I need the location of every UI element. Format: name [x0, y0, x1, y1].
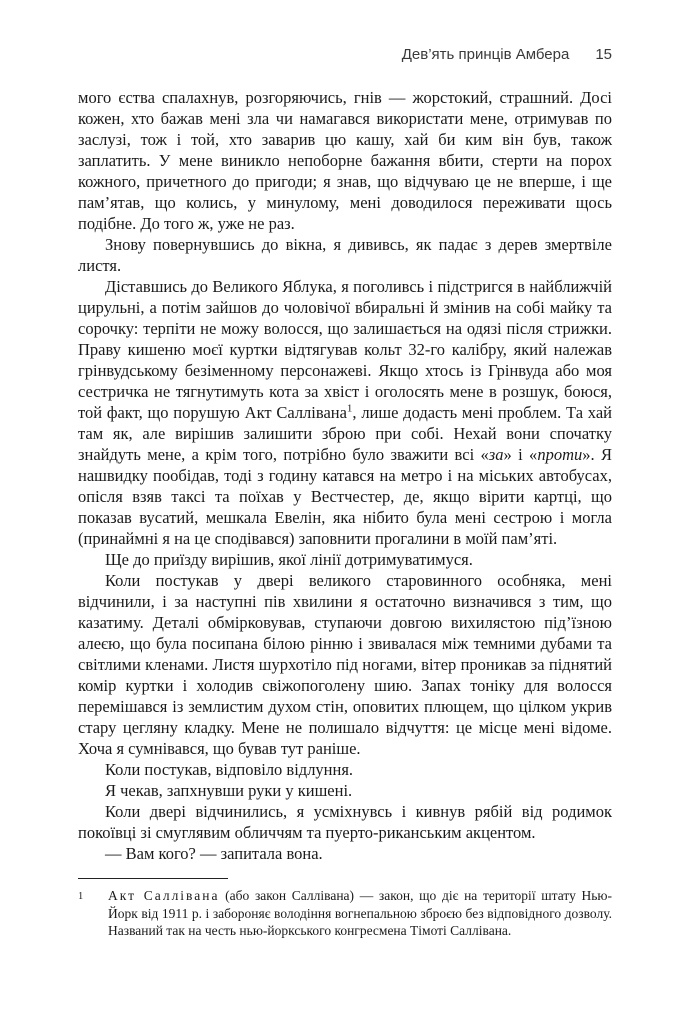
paragraph-text: , лише додасть мені проблем. Та хай там як, але вирішив залишити зброю при собі. Нехай вони спочатку знайдуть мене, а крім того, потрібно було зважити всі « — [78, 403, 612, 464]
footnote-body-text: (або закон Саллівана) — закон, що діє на території штату Нью-Йорк від 1911 р. і забороняє володіння вогнепальною зброєю без відповідного дозволу. Названий так на честь нью-йоркського конгресмена Тімоті Саллівана. — [108, 888, 612, 938]
paragraph: Знову повернувшись до вікна, я дививсь, як падає з дерев змертвіле листя. — [78, 235, 612, 275]
paragraph-text: » і « — [503, 445, 538, 464]
paragraph: Коли двері відчинились, я усміхнувсь і кивнув рябій від родимок покоївці зі смуглявим обличчям та пуерто-риканським акцентом. — [78, 802, 612, 842]
paragraph: Коли постукав, відповіло відлуння. — [105, 760, 354, 779]
body-text — [78, 87, 612, 864]
footnote-rule — [78, 878, 228, 879]
footnote-marker: 1 — [78, 891, 84, 902]
paragraph: Я чекав, запхнувши руки у кишені. — [105, 781, 353, 800]
emphasis-text: за — [488, 445, 504, 464]
paragraph: — Вам кого? — запитала вона. — [105, 844, 323, 863]
emphasis-text: проти — [537, 445, 583, 464]
footnote-text — [108, 887, 612, 940]
footnote — [78, 887, 612, 940]
footnote-term: Акт Саллівана — [108, 888, 220, 903]
page-header — [78, 46, 612, 63]
paragraph: мого єства спалахнув, розгоряючись, гнів — жорстокий, страшний. Досі кожен, хто бажав мені зла чи намагався використати мене, отримував по заслузі, тож і той, хто заварив цю кашу, хай би ким він був, також заплатить. У мене виникло непоборне бажання вбити, стерти на порох кожного, причетного до пригоди; я знав, що відчуваю це не вперше, і ще пам’ятав, що колись, у минулому, мені доводилося переживати щось подібне. До того ж, уже не раз. — [78, 88, 612, 233]
paragraph: Коли постукав у двері великого старовинного особняка, мені відчинили, і за наступні пів хвилини я остаточно визначився з тим, що казатиму. Деталі обмірковував, ступаючи довгою вихилястою під’їзною алеєю, що була посипана білою рінню і звивалася між темними дубами та світлими кленами. Листя шурхотіло під ногами, вітер проникав за піднятий комір куртки і холодив свіжопоголену шию. Запах тоніку для волосся перемішався із землистим духом стін, оповитих плющем, що цілком укрив стару цегляну кладку. Мене не полишало відчуття: це місце мені відоме. Хоча я сумнівався, що бував тут раніше. — [78, 571, 612, 758]
footnote-reference: 1 — [346, 402, 353, 415]
paragraph: Ще до приїзду вирішив, якої лінії дотримуватимуся. — [105, 550, 473, 569]
paragraph — [78, 276, 612, 549]
running-title: Дев’ять принців Амбера — [401, 46, 570, 63]
paragraph-text: Діставшись до Великого Яблука, я поголивсь і підстригся в найближчій цирульні, а потім зайшов до чоловічої вбиральні й змінив на собі майку та сорочку: терпіти не можу волосся, що залишається на одязі після стрижки. Праву кишеню моєї куртки відтягував кольт 32-го калібру, який належав грінвудському безіменному персонажеві. Якщо хтось із Грінвуда або моя сестричка не тягнутимуть кота за хвіст і оголосять мене в розшук, боюся, той факт, що порушую Акт Саллівана — [78, 277, 612, 422]
page-number: 15 — [595, 46, 612, 63]
footnote-area — [78, 878, 612, 940]
paragraph-text: ». Я нашвидку пообідав, тоді з годину катався на метро і на міських автобусах, опісля взяв таксі та поїхав у Вестчестер, де, якщо вірити картці, що показав вусатий, мешкала Евелін, яка нібито була мені сестрою і могла (принаймні я на це сподівався) заповнити прогалини в моїй пам’яті. — [78, 445, 612, 548]
